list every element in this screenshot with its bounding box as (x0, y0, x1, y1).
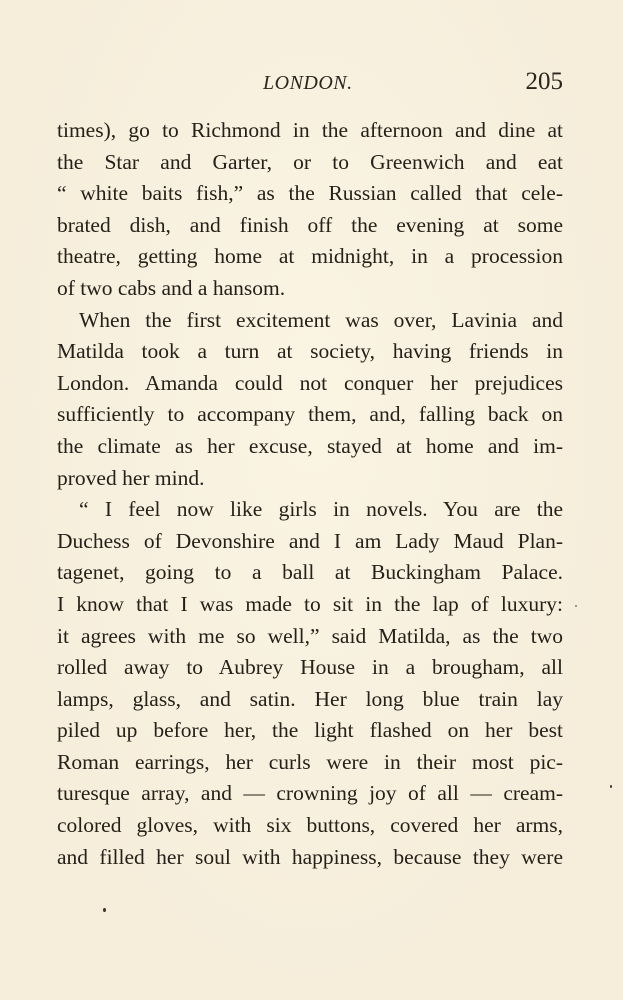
text-line: the Star and Garter, or to Greenwich and eat (57, 149, 563, 174)
text-line: proved her mind. (57, 465, 205, 490)
text-line: times), go to Richmond in the afternoon and dine at (57, 118, 563, 142)
text-line: sufficiently to accompany them, and, falling back on (57, 402, 563, 427)
text-line: rolled away to Aubrey House in a brougham, all (57, 655, 563, 680)
text-line: Matilda took a turn at society, having friends in (57, 339, 563, 364)
text-line: of two cabs and a hansom. (57, 275, 286, 300)
text-line: brated dish, and finish off the evening at some (57, 212, 563, 237)
text-line: Roman earrings, her curls were in their most pic- (57, 749, 563, 774)
text-line: “ I feel now like girls in novels. You are the (79, 497, 563, 522)
running-head (57, 68, 563, 104)
text-line: colored gloves, with six buttons, covered her arms, (57, 813, 563, 838)
text-line: piled up before her, the light flashed on her best (57, 718, 563, 743)
ink-speck (575, 605, 577, 607)
text-line: Duchess of Devonshire and I am Lady Maud Plan- (57, 528, 563, 553)
body-text (57, 115, 563, 873)
page-number: 205 (525, 68, 563, 95)
text-line: and filled her soul with happiness, because they were (57, 844, 563, 869)
text-line: lamps, glass, and satin. Her long blue train lay (57, 686, 563, 711)
paragraph (57, 494, 563, 873)
paragraph (57, 115, 563, 305)
paragraph (57, 305, 563, 495)
text-line: it agrees with me so well,” said Matilda, as the two (57, 623, 563, 648)
text-line: When the first excitement was over, Lavinia and (79, 307, 563, 332)
text-line: theatre, getting home at midnight, in a procession (57, 244, 563, 269)
text-line: turesque array, and — crowning joy of all — cream- (57, 781, 563, 806)
text-line: the climate as her excuse, stayed at home and im- (57, 433, 563, 458)
text-line: tagenet, going to a ball at Buckingham Palace. (57, 560, 563, 585)
text-line: London. Amanda could not conquer her prejudices (57, 370, 563, 395)
running-head-title: LONDON. (263, 72, 353, 94)
text-line: “ white baits fish,” as the Russian called that cele- (57, 181, 563, 206)
ink-speck (103, 908, 106, 912)
text-line: I know that I was made to sit in the lap of luxury: (57, 591, 563, 616)
ink-speck (610, 785, 612, 788)
